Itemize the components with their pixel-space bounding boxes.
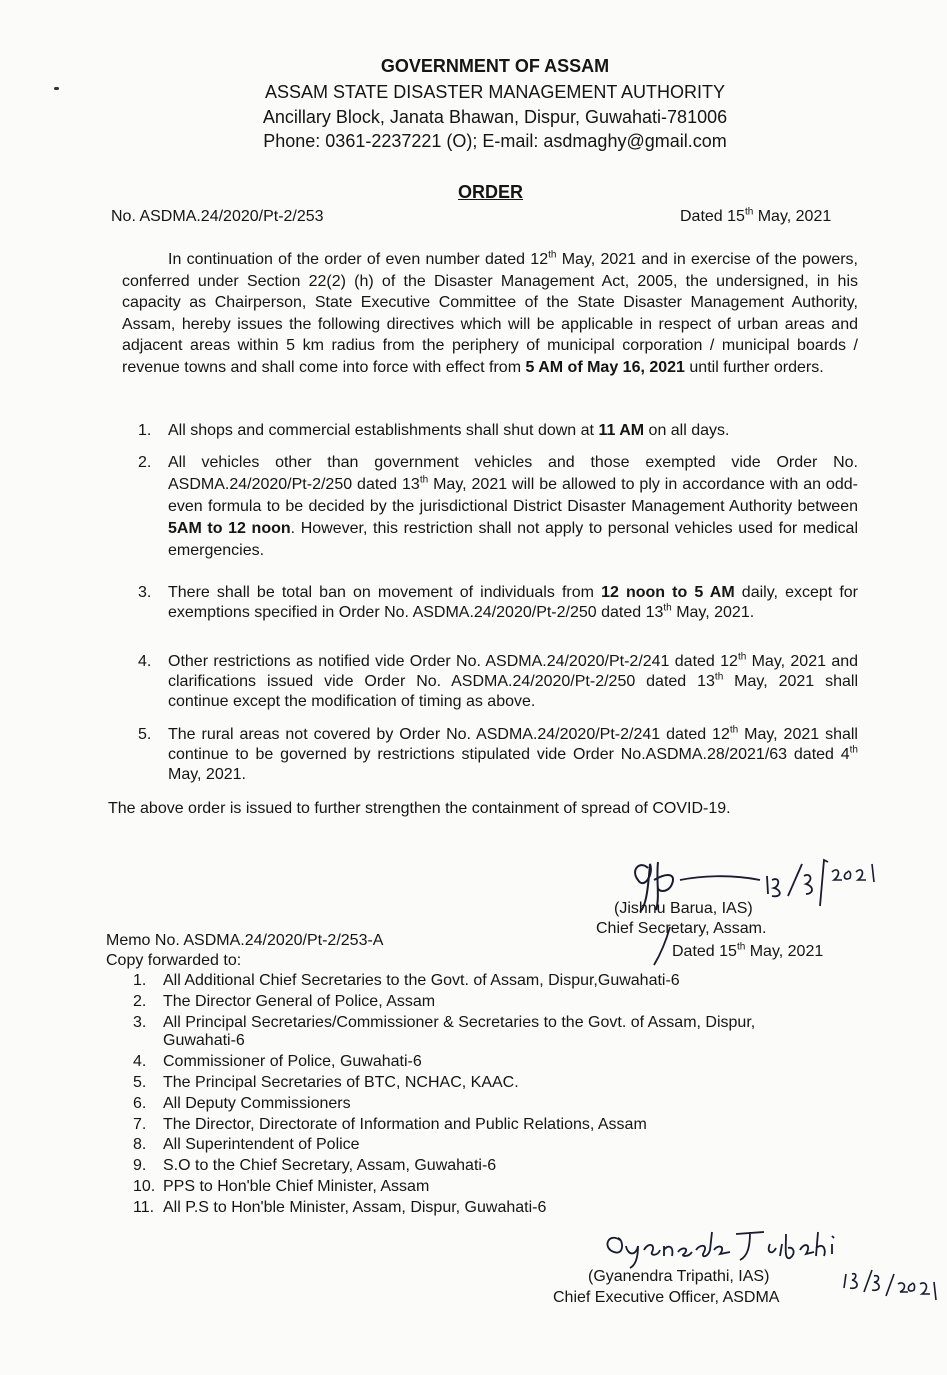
directive-4: 4. Other restrictions as notified vide Order No. ASDMA.24/2020/Pt-2/241 dated 12th May, 2021 and clarifications issued vide Order No. ASDMA.24/2020/Pt-2/250 dated 13th May, 2021 shall continue except the modification of timing as above. (138, 651, 859, 710)
signatory2-designation: Chief Executive Officer, ASDMA (553, 1289, 780, 1306)
recipient-item: 11. All P.S to Hon'ble Minister, Assam, Dispur, Guwahati-6 (133, 1199, 547, 1216)
recipient-item: 5. The Principal Secretaries of BTC, NCHAC, KAAC. (133, 1074, 519, 1091)
memo-number: Memo No. ASDMA.24/2020/Pt-2/253-A (106, 932, 384, 949)
intro-paragraph: In continuation of the order of even number dated 12th May, 2021 and in exercise of the powers, conferred under Section 22(2) (h) of the Disaster Management Act, 2005, the undersigned, in his capacity as Chairperson, State Executive Committee of the State Disaster Management Authority, Assam, hereby issues the following directives which will be applicable in respect of urban areas and adjacent areas within 5 km radius from the periphery of municipal corporation / municipal boards / revenue towns and shall come into force with effect from 5 AM of May 16, 2021 until further orders. (122, 249, 859, 376)
header-authority: ASSAM STATE DISASTER MANAGEMENT AUTHORITY (264, 82, 726, 102)
header-government: GOVERNMENT OF ASSAM (380, 56, 610, 76)
recipient-item: 2. The Director General of Police, Assam (133, 993, 436, 1010)
header-contact: Phone: 0361-2237221 (O); E-mail: asdmaghy@gmail.com (263, 131, 727, 151)
order-number: No. ASDMA.24/2020/Pt-2/253 (111, 208, 324, 225)
ceo-signature (600, 1222, 890, 1272)
closing-statement: The above order is issued to further strengthen the containment of spread of COVID-19. (108, 800, 731, 817)
signatory1-designation: Chief Secretary, Assam. (596, 920, 767, 937)
ceo-handwritten-date (840, 1266, 940, 1306)
directive-1: 1. All shops and commercial establishments shall shut down at 11 AM on all days. (138, 422, 730, 439)
header-address: Ancillary Block, Janata Bhawan, Dispur, Guwahati-781006 (262, 107, 728, 127)
directive-5: 5. The rural areas not covered by Order No. ASDMA.24/2020/Pt-2/241 dated 12th May, 2021 shall continue to be governed by restrictions stipulated vide Order No.ASDMA.28/2021/63 dated 4th May, 2021. (138, 724, 858, 783)
signatory1-name: (Jishnu Barua, IAS) (614, 900, 753, 917)
signature-stroke (650, 925, 674, 967)
memo-forwarded-label: Copy forwarded to: (106, 952, 242, 969)
order-date: Dated 15th May, 2021 (680, 206, 832, 225)
recipient-item: 7. The Director, Directorate of Information and Public Relations, Assam (133, 1116, 647, 1133)
directive-3: 3. There shall be total ban on movement of individuals from 12 noon to 5 AM daily, except for exemptions specified in Order No. ASDMA.24/2020/Pt-2/250 dated 13th May, 2021. (138, 584, 859, 621)
signatory2-name: (Gyanendra Tripathi, IAS) (588, 1268, 770, 1285)
recipient-item: 10. PPS to Hon'ble Chief Minister, Assam (133, 1178, 430, 1195)
recipient-item-continued: Guwahati-6 (163, 1032, 245, 1049)
directive-2: 2. All vehicles other than government vehicles and those exempted vide Order No. ASDMA.24/2020/Pt-2/250 dated 13th May, 2021 will be allowed to ply in accordance with an odd- even formula to be decided by the jurisdictional District Disaster Management Authority between 5AM to 12 noon. However, this restriction shall not apply to personal vehicles used for medical emergencies. (138, 454, 859, 559)
recipient-item: 9. S.O to the Chief Secretary, Assam, Guwahati-6 (133, 1157, 497, 1174)
recipient-item: 8. All Superintendent of Police (133, 1136, 360, 1153)
order-title: ORDER (458, 182, 524, 202)
recipient-item: 4. Commissioner of Police, Guwahati-6 (133, 1053, 422, 1070)
recipient-item: 6. All Deputy Commissioners (133, 1095, 351, 1112)
recipient-item: 3. All Principal Secretaries/Commissioner & Secretaries to the Govt. of Assam, Dispur, (133, 1014, 756, 1031)
recipient-item: 1. All Additional Chief Secretaries to the Govt. of Assam, Dispur,Guwahati-6 (133, 972, 680, 989)
signatory1-date: Dated 15th May, 2021 (672, 941, 824, 960)
